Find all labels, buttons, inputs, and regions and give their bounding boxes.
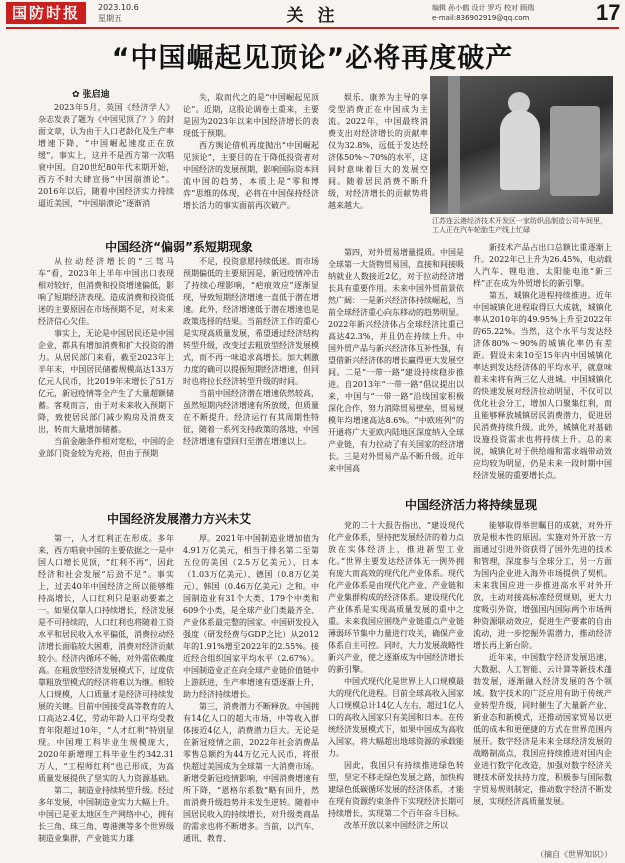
column-4-section-urbanization [473, 242, 612, 482]
column-4-section-3 [473, 520, 612, 808]
column-3-top [328, 92, 428, 212]
column-3-section-3 [328, 520, 464, 832]
column-3-section-trade [328, 247, 464, 475]
paragraph: 新技术产品占出口总额比重逐渐上升。2022年已上升为26.45%，电动载人汽车、锂电池、太阳能电池“新三样”正在成为外贸增长的新引擎。 [473, 243, 612, 288]
subheading-vitality: 中国经济活力将持续显现 [404, 498, 537, 512]
paragraph: 党的二十大报告指出，“建设现代化产业体系，坚持把发展经济的着力点放在实体经济上，推进新型工业化。”世界主要发达经济体无一例外拥有庞大而高效的现代化产业体系。现代化产业体系是由现代化产业、产业链和产业集群构成的经济体系。建设现代化产业体系是实现高质量发展的重中之重。未来我国应围绕产业链重点产业链薄弱环节集中力量进行攻关，确保产业体系自主可控。同时，大力发展战略性新兴产业，使之逐渐成为中国经济增长的新引擎。 [328, 521, 464, 674]
paragraph: 从拉动经济增长的“三驾马车”看，2023年上半年中国出口表现相对较好，但消费和投资增速偏低，影响了短期经济表现。造成消费和投资低迷的主要原因在市场预期不足，对未来经济信心欠佳。 [38, 257, 174, 326]
issue-weekday: 星期五 [98, 14, 122, 23]
paragraph: 改革开放以来中国经济之所以 [344, 821, 448, 830]
column-1-section-2 [38, 533, 174, 845]
masthead-divider [6, 27, 619, 29]
paragraph: 厚。2021年中国制造业增加值为4.91万亿美元，相当于排名第二至第五位的美国（2.5万亿美元）、日本（1.03万亿美元）、德国（0.8万亿美元）、韩国（0.46万亿美元）之和。中国制造业有31个大类、179个中类和609个小类，是全球产业门类最齐全、产业体系最完整的国家。中国研发投入强度（研发经费与GDP之比）从2012年的1.91%增至2022年的2.55%。接近经合组织国家平均水平（2.67%）。中国制造业正在向全球产业链价值链中上游跃进，生产率增速有望逐渐上升，助力经济持续增长。 [183, 534, 319, 699]
subheading-potential: 中国经济发展潜力方兴未艾 [106, 512, 251, 526]
editor-credits [432, 3, 534, 23]
subheading-short-term: 中国经济“偏弱”系短期现象 [105, 240, 253, 254]
paragraph: 事实上，无论是中国居民还是中国企业，都具有增加消费和扩大投资的潜力。从居民部门来看，截至2023年上半年末，中国居民储蓄规模高达133万亿元人民币，比2019年末增长了51万亿元，新冠疫情等全产生了大量超额储蓄。客观而言，由于对未来收入预期下降，致使居民部门减少购房及消费支出，转而大量增加储蓄。 [38, 329, 174, 434]
editor-names: 编辑 孙小鹤 设计 罗巧 校对 顾瑞 [432, 4, 535, 12]
paragraph: 2023年5月，英国《经济学人》杂志发表了题为《中国见顶了？》的封面文章，认为由于人口老龄化及生产率增速下降，“中国崛起速度正在放缓”。事实上，这并不是西方第一次唱衰中国。自20世纪80年代末期开始，西方不时大肆宣扬“中国崩溃论”。2016年以后，随着中国经济实力持续逼近美国，“中国崩溃论”逐渐消 [38, 103, 174, 208]
paragraph: 第五，城镇化进程持续推进。近年中国城镇化进程取得巨大成就，城镇化率从2010年的49.95%上升至2022年的65.22%。当然，这个水平与发达经济体80%～90%的城镇化率仍有差距。假设未来10至15年内中国城镇化率达到发达经济体的平均水平，就意味着未来将有两三亿人进城。中国城镇化的快速发展对经济拉动明显，不仅可以优化社会分工，增加人口聚集红利，而且能够释放城镇居民消费潜力，促进居民消费持续升级。此外，城镇化对基础设施投资需求也将持续上升。总的来说，城镇化对于供给端和需求端带动效应均较为明显，仍是未来一段时期中国经济发展的重要增长点。 [473, 291, 612, 480]
editor-email: e-mail:836902919@qq.com [432, 14, 530, 22]
paragraph: 中国式现代化是世界上人口规模最大的现代化进程。目前全球高收入国家人口规模总计14亿人左右，超过1亿人口的高收入国家只有美国和日本。在传统经济发展模式下，如果中国成为高收入国家，将大幅超出地球资源的承载能力。 [328, 677, 464, 758]
article-byline: ✿ 张启迪 [72, 90, 110, 100]
column-1-section-1 [38, 256, 174, 460]
column-2-section-1 [183, 256, 319, 448]
issue-date-block [98, 2, 139, 24]
paragraph: 能够取得举世瞩目的成就，对外开放是根本性的原因。实施对外开放一方面通过引进外资获得了国外先进的技术和管理，深度参与全球分工，另一方面为国内企业进入海外市场提供了契机。未来我国应进一步推进高水平对外开放，主动对接高标准经贸规则，更大力度吸引外资，增强国内国际两个市场两种资源联动效应，促进生产要素的自由流动，进一步挖掘外需潜力，推动经济增长再上新台阶。 [473, 521, 612, 650]
paragraph: 娱乐、康养为主导的享受型消费正在中国成为主流。2022年，中国最终消费支出对经济增长的贡献率仅为32.8%，远低于发达经济体50%～70%的水平，这同时意味着巨大的发展空间。随着居民消费不断升级，对经济增长的贡献势将越来越大。 [328, 93, 428, 210]
photo-caption: 江苏连云港经济技术开发区一家纺织品制造公司车间里，工人正在汽车轮胎生产线上忙碌 [432, 217, 607, 234]
paragraph: 第一，人才红利正在形成。多年来，西方唱衰中国的主要依据之一是中国人口增长见顶，“红利不再”，因此经济和社会发展“后劲不足”。事实上，过去40年中国经济之所以能够维持高增长，人口红利只是驱动要素之一。如果仅靠人口持续增长，经济发展是不可持续的，人口红利也将随着工资水平和居民收入水平偏低，消费拉动经济增长面临较大困难，消费对经济贡献较小。经济内循环不畅，对外需依赖度高。在粗放型经济发展模式下，过度依靠粗放型模式的经济将难以为继。相较人口规模，人口质量才是经济可持续发展的关键。目前中国接受高等教育的人口高达2.4亿，劳动年龄人口平均受教育年限超过10年，“人才红利”特别显现。中国理工科毕业生规模庞大，2020年新增理工科毕业生约342.31万人，“工程师红利”也已形成，为高质量发展提供了坚实的人力资源基础。 [38, 534, 174, 783]
column-2-intro [183, 92, 319, 212]
issue-date: 2023.10.6 [98, 3, 139, 12]
paragraph: 失，取而代之的是“中国崛起见顶论”。近期，这股论调卷土重来，主要是因为2023年以来中国经济增长的表现低于预期。 [183, 93, 319, 138]
paragraph: 当前金融条件相对宽松，中国的企业部门资金较为充裕，但由于预期 [38, 437, 174, 458]
paragraph: 当前中国经济潜在增速依然较高，虽然短期内经济增速有所放缓，但质量在不断提升。经济运行有其周期性特征，随着一系列支持政策的落地，中国经济增速有望回归至潜在增速以上。 [183, 389, 319, 446]
paragraph: 因此，我国只有持续推进绿色转型，坚定不移走绿色发展之路，加快构建绿色低碳循环发展的经济体系，才能在现有资源约束条件下实现经济长期可持续增长，实现第二个百年奋斗目标。 [328, 761, 464, 818]
page-number: 17 [596, 0, 621, 25]
paragraph: 第二，制造业持续转型升级。经过多年发展，中国制造业实力大幅上升。中国已是亚太地区生产网络中心，拥有长三角、珠三角、粤港澳等多个世界级制造业集群，产业链实力雄 [38, 786, 174, 843]
paragraph: 不足，投资意愿持续低迷。而市场预期偏低的主要原因是，新冠疫情冲击了持续心理影响，“疤痕效应”逐渐显现，导致短期经济增速一直低于潜在增速。此外，经济增速低于潜在增速也是政策选择的结果。当前经济工作的重心是实现高质量发展，希望通过经济结构转型升级，改变过去粗放型经济发展模式，而不再一味追求高增长。加大刺激力度的确可以提振短期经济增速，但同时也将拉长经济转型升级的时间。 [183, 257, 319, 386]
newspaper-logo: 国防时报 [6, 2, 86, 24]
paragraph: 第三，消费潜力不断释放。中国拥有14亿人口的超大市场，中等收入群体接近4亿人，消费潜力巨大。无论是在新冠疫情之前，2022年社会消费品零售总额约为44万亿元人民币，将很快超过美国成为全球第一大消费市场。新增受新冠疫情影响，中国消费增速有所下降，“恩格尔系数”略有回升，然而消费升级趋势并未发生逆转。随着中国居民收入的持续增长，对升级类商品的需求也将不断增多。当前，以汽车、通讯、教育、 [183, 702, 319, 843]
article-headline: “中国崛起见顶论”必将再度破产 [111, 43, 514, 74]
section-title: 关 注 [286, 6, 339, 26]
factory-worker-photo [430, 76, 613, 214]
source-credit: （摘自《世界知识》） [536, 850, 612, 859]
paragraph: 西方舆论借机再度抛出“中国崛起见顶论”，主要目的在于降低投资者对中国经济的发展预期，影响国际资本回流中国的趋势，本质上是“零和博弈”思维的体现，必将在中国保持经济增长活力的事实面前再次破产。 [183, 141, 319, 210]
column-1-intro [38, 102, 174, 210]
paragraph: 第四，对外贸易增量提质。中国是全球第一大货物贸易国，直接和间接吸纳就业人数接近2亿，对于拉动经济增长具有重要作用。未来中国外贸前景依然广阔：一是新兴经济体持续崛起，当前全球经济重心向东移动的趋势明显。2022年新兴经济体占全球经济比重已高达42.3%，并且仍在持续上升。中国外贸产品与新兴经济体互补性强，有望借新兴经济体的增长赢得更大发展空间。二是“一带一路”建设持续稳步推进。自2013年“一带一路”倡议提出以来，中国与“一带一路”沿线国家积极深化合作，努力消除贸易壁垒，贸易规模年均增速高达8.6%。“中欧班列”的开通将广大亚欧内陆地区深度纳入全球产业链，有力拉动了有关国家的经济增长。三是对外贸易产品不断升级。近年来中国高 [328, 248, 464, 473]
column-2-section-2 [183, 533, 319, 845]
paragraph: 近年来，中国数字经济发展迅速，大数据、人工智能、云计算等新技术蓬勃发展，逐渐融入经济发展的各个领域。数字技术的广泛应用有助于传统产业转型升级，同时催生了大量新产业、新业态和新模式，还推动国家贸易以更低的成本和更便捷的方式在世界范围内展开。数字经济是未来全球经济发展的战略制高点，我国应持续推进对国内企业进行数字化改造，加强对数字经济关键技术研发扶持力度，积极参与国际数字贸易规则制定，推动数字经济不断发展，实现经济高质量发展。 [473, 653, 612, 806]
